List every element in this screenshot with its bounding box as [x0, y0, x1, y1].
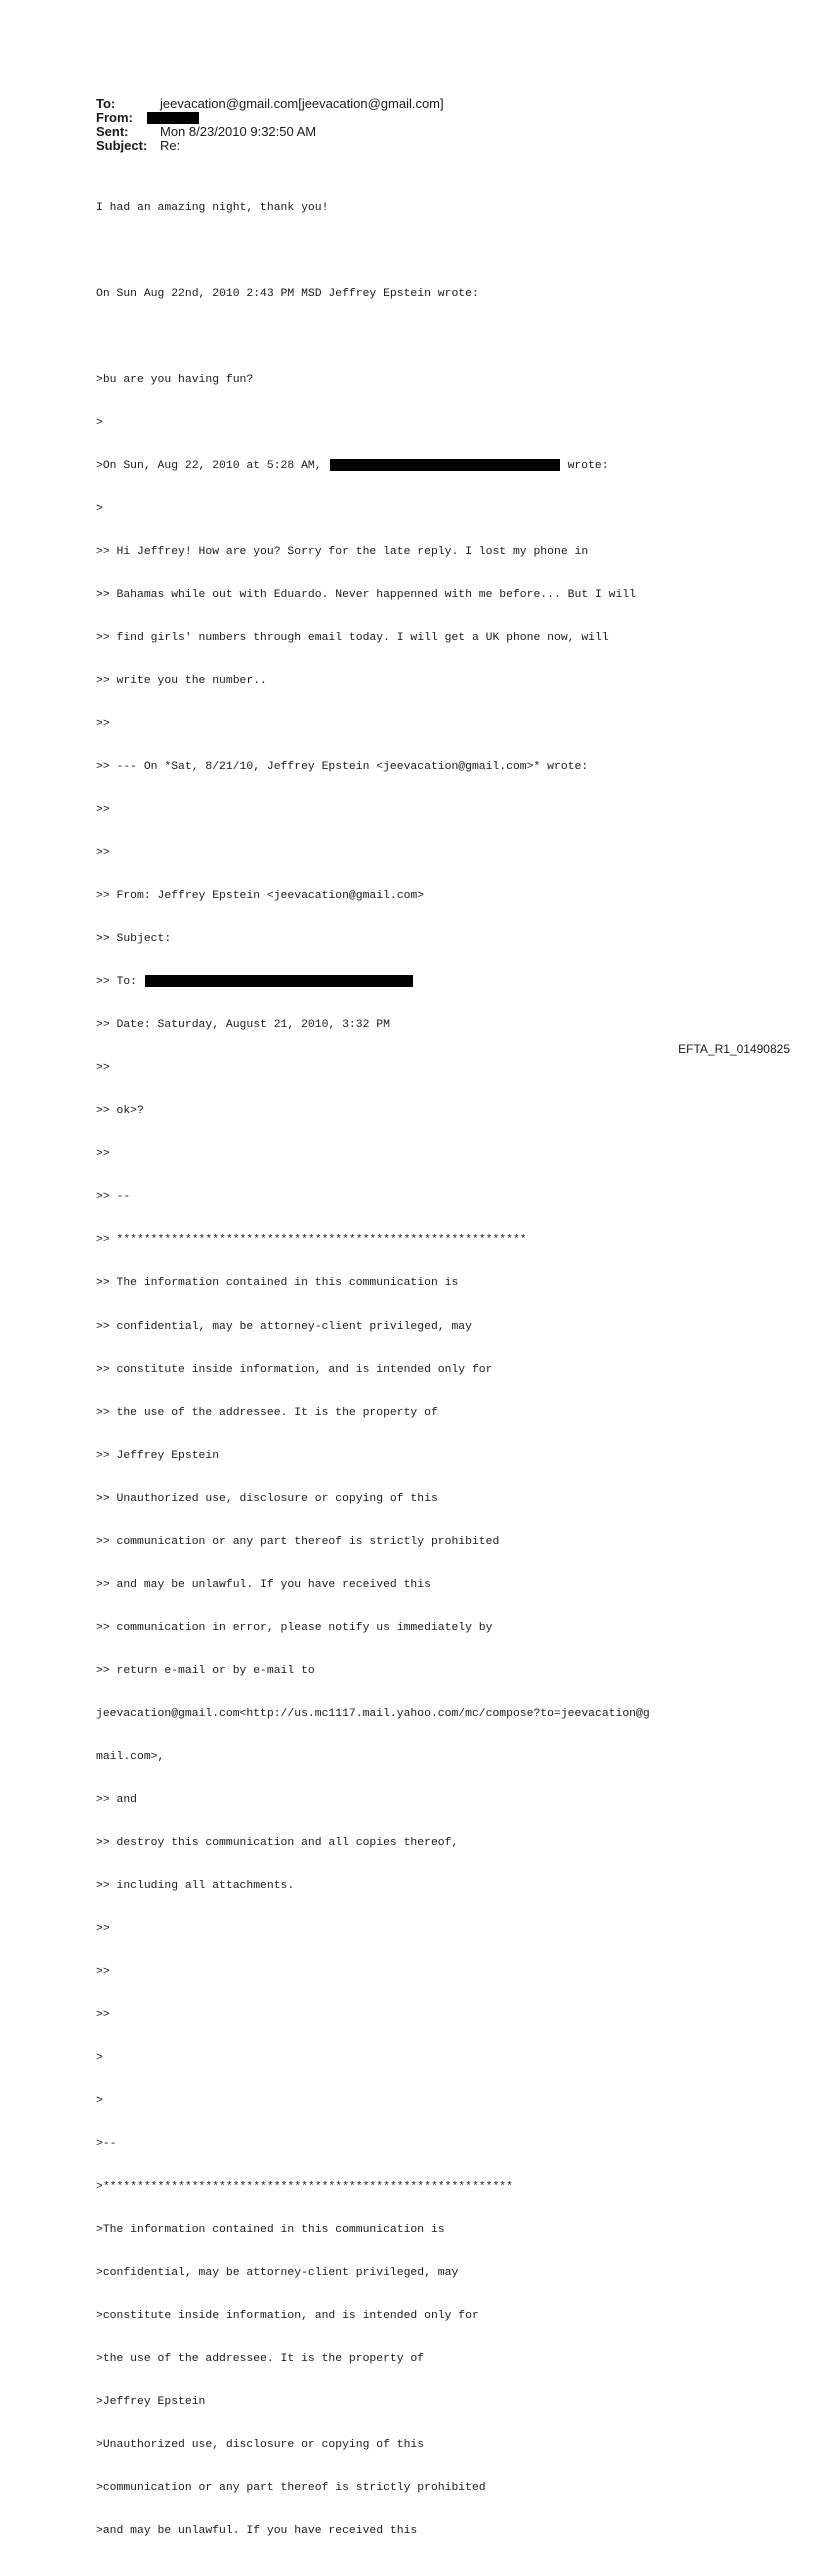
quoted-line: >> including all attachments.	[96, 1879, 295, 1892]
quoted-line: >	[96, 2052, 103, 2065]
reply-text: I had an amazing night, thank you!	[96, 201, 329, 214]
to-label: To:	[96, 96, 116, 111]
quoted-line: >> return e-mail or by e-mail to	[96, 1664, 315, 1677]
quoted-line: >> and	[96, 1793, 138, 1806]
quoted-line: >> --	[96, 1191, 131, 1204]
quoted-line: >> the use of the addressee. It is the property of	[96, 1406, 438, 1419]
quoted-line: >bu are you having fun?	[96, 373, 254, 386]
quoted-line	[96, 459, 650, 473]
subject-row	[96, 139, 444, 153]
quoted-line: >> communication or any part thereof is strictly prohibited	[96, 1535, 500, 1548]
quoted-line: >> confidential, may be attorney-client privileged, may	[96, 1320, 472, 1333]
redaction-block	[145, 975, 413, 987]
quoted-line: >	[96, 2095, 103, 2108]
sent-label: Sent:	[96, 124, 129, 139]
quoted-line: >--	[96, 2138, 117, 2151]
quoted-line: >> Unauthorized use, disclosure or copying of this	[96, 1492, 438, 1505]
quoted-line: >> The information contained in this communication is	[96, 1277, 459, 1290]
quoted-line: >The information contained in this communication is	[96, 2224, 445, 2237]
quoted-line: >> destroy this communication and all copies thereof,	[96, 1836, 459, 1849]
quoted-line: >Jeffrey Epstein	[96, 2396, 206, 2409]
quoted-line: >>	[96, 1062, 110, 1075]
quoted-line: >>	[96, 804, 110, 817]
redaction-block	[147, 112, 199, 124]
quoted-line: >> communication in error, please notify us immediately by	[96, 1621, 493, 1634]
quoted-line: >>	[96, 1148, 110, 1161]
quoted-line: >************************************************************	[96, 2181, 513, 2194]
quoted-line: >> ************************************************************	[96, 1234, 527, 1247]
to-value: jeevacation@gmail.com[jeevacation@gmail.com]	[160, 96, 444, 111]
from-label: From:	[96, 110, 133, 125]
quoted-line: >>	[96, 847, 110, 860]
email-body	[96, 172, 650, 2553]
quoted-line: >>	[96, 2009, 110, 2021]
sent-value: Mon 8/23/2010 9:32:50 AM	[160, 124, 317, 139]
subject-label: Subject:	[96, 138, 148, 153]
document-id: EFTA_R1_01490825	[678, 1042, 790, 1056]
subject-value: Re:	[160, 138, 181, 153]
quoted-line: >constitute inside information, and is intended only for	[96, 2310, 479, 2323]
quoted-attribution: >On Sun, Aug 22, 2010 at 5:28 AM,	[96, 459, 322, 472]
quoted-line: >> ok>?	[96, 1105, 144, 1118]
quoted-line: >> constitute inside information, and is intended only for	[96, 1363, 493, 1376]
quote-intro: On Sun Aug 22nd, 2010 2:43 PM MSD Jeffrey Epstein wrote:	[96, 287, 479, 300]
quoted-line: >the use of the addressee. It is the property of	[96, 2353, 425, 2366]
quoted-line: >> find girls' numbers through email today. I will get a UK phone now, will	[96, 632, 609, 644]
quoted-line: mail.com>,	[96, 1750, 165, 1763]
quoted-line: >> --- On *Sat, 8/21/10, Jeffrey Epstein <jeevacation@gmail.com>* wrote:	[96, 761, 589, 774]
quoted-line: >confidential, may be attorney-client privileged, may	[96, 2267, 459, 2280]
quoted-line: >>	[96, 718, 110, 731]
quoted-attribution-end: wrote:	[567, 459, 609, 472]
blank-line	[96, 330, 650, 344]
quoted-line: >communication or any part thereof is strictly prohibited	[96, 2482, 486, 2495]
quoted-line: >> From: Jeffrey Epstein <jeevacation@gmail.com>	[96, 890, 425, 903]
quoted-line: >>	[96, 1922, 110, 1935]
redaction-block	[330, 459, 560, 471]
quoted-line: >	[96, 416, 103, 429]
sent-row	[96, 125, 444, 139]
quoted-line: >> Hi Jeffrey! How are you? Sorry for the late reply. I lost my phone in	[96, 545, 589, 558]
quoted-line	[96, 975, 650, 989]
quoted-line: >> Bahamas while out with Eduardo. Never happenned with me before... But I will	[96, 588, 637, 601]
quoted-line: >> Subject:	[96, 933, 172, 946]
to-row	[96, 97, 444, 111]
from-row	[96, 111, 444, 125]
quoted-line: >>	[96, 1965, 110, 1978]
quoted-line: >> and may be unlawful. If you have received this	[96, 1578, 431, 1591]
quoted-line: >Unauthorized use, disclosure or copying of this	[96, 2439, 425, 2452]
quoted-line: >and may be unlawful. If you have received this	[96, 2525, 418, 2538]
blank-line	[96, 244, 650, 258]
quoted-line: >> Jeffrey Epstein	[96, 1449, 220, 1462]
quoted-line: >	[96, 502, 103, 515]
email-header	[96, 97, 444, 153]
quoted-to-label: >> To:	[96, 976, 138, 989]
quoted-line: jeevacation@gmail.com<http://us.mc1117.mail.yahoo.com/mc/compose?to=jeevacation@g	[96, 1707, 650, 1720]
quoted-line: >> write you the number..	[96, 675, 267, 688]
quoted-line: >> Date: Saturday, August 21, 2010, 3:32 PM	[96, 1019, 390, 1032]
